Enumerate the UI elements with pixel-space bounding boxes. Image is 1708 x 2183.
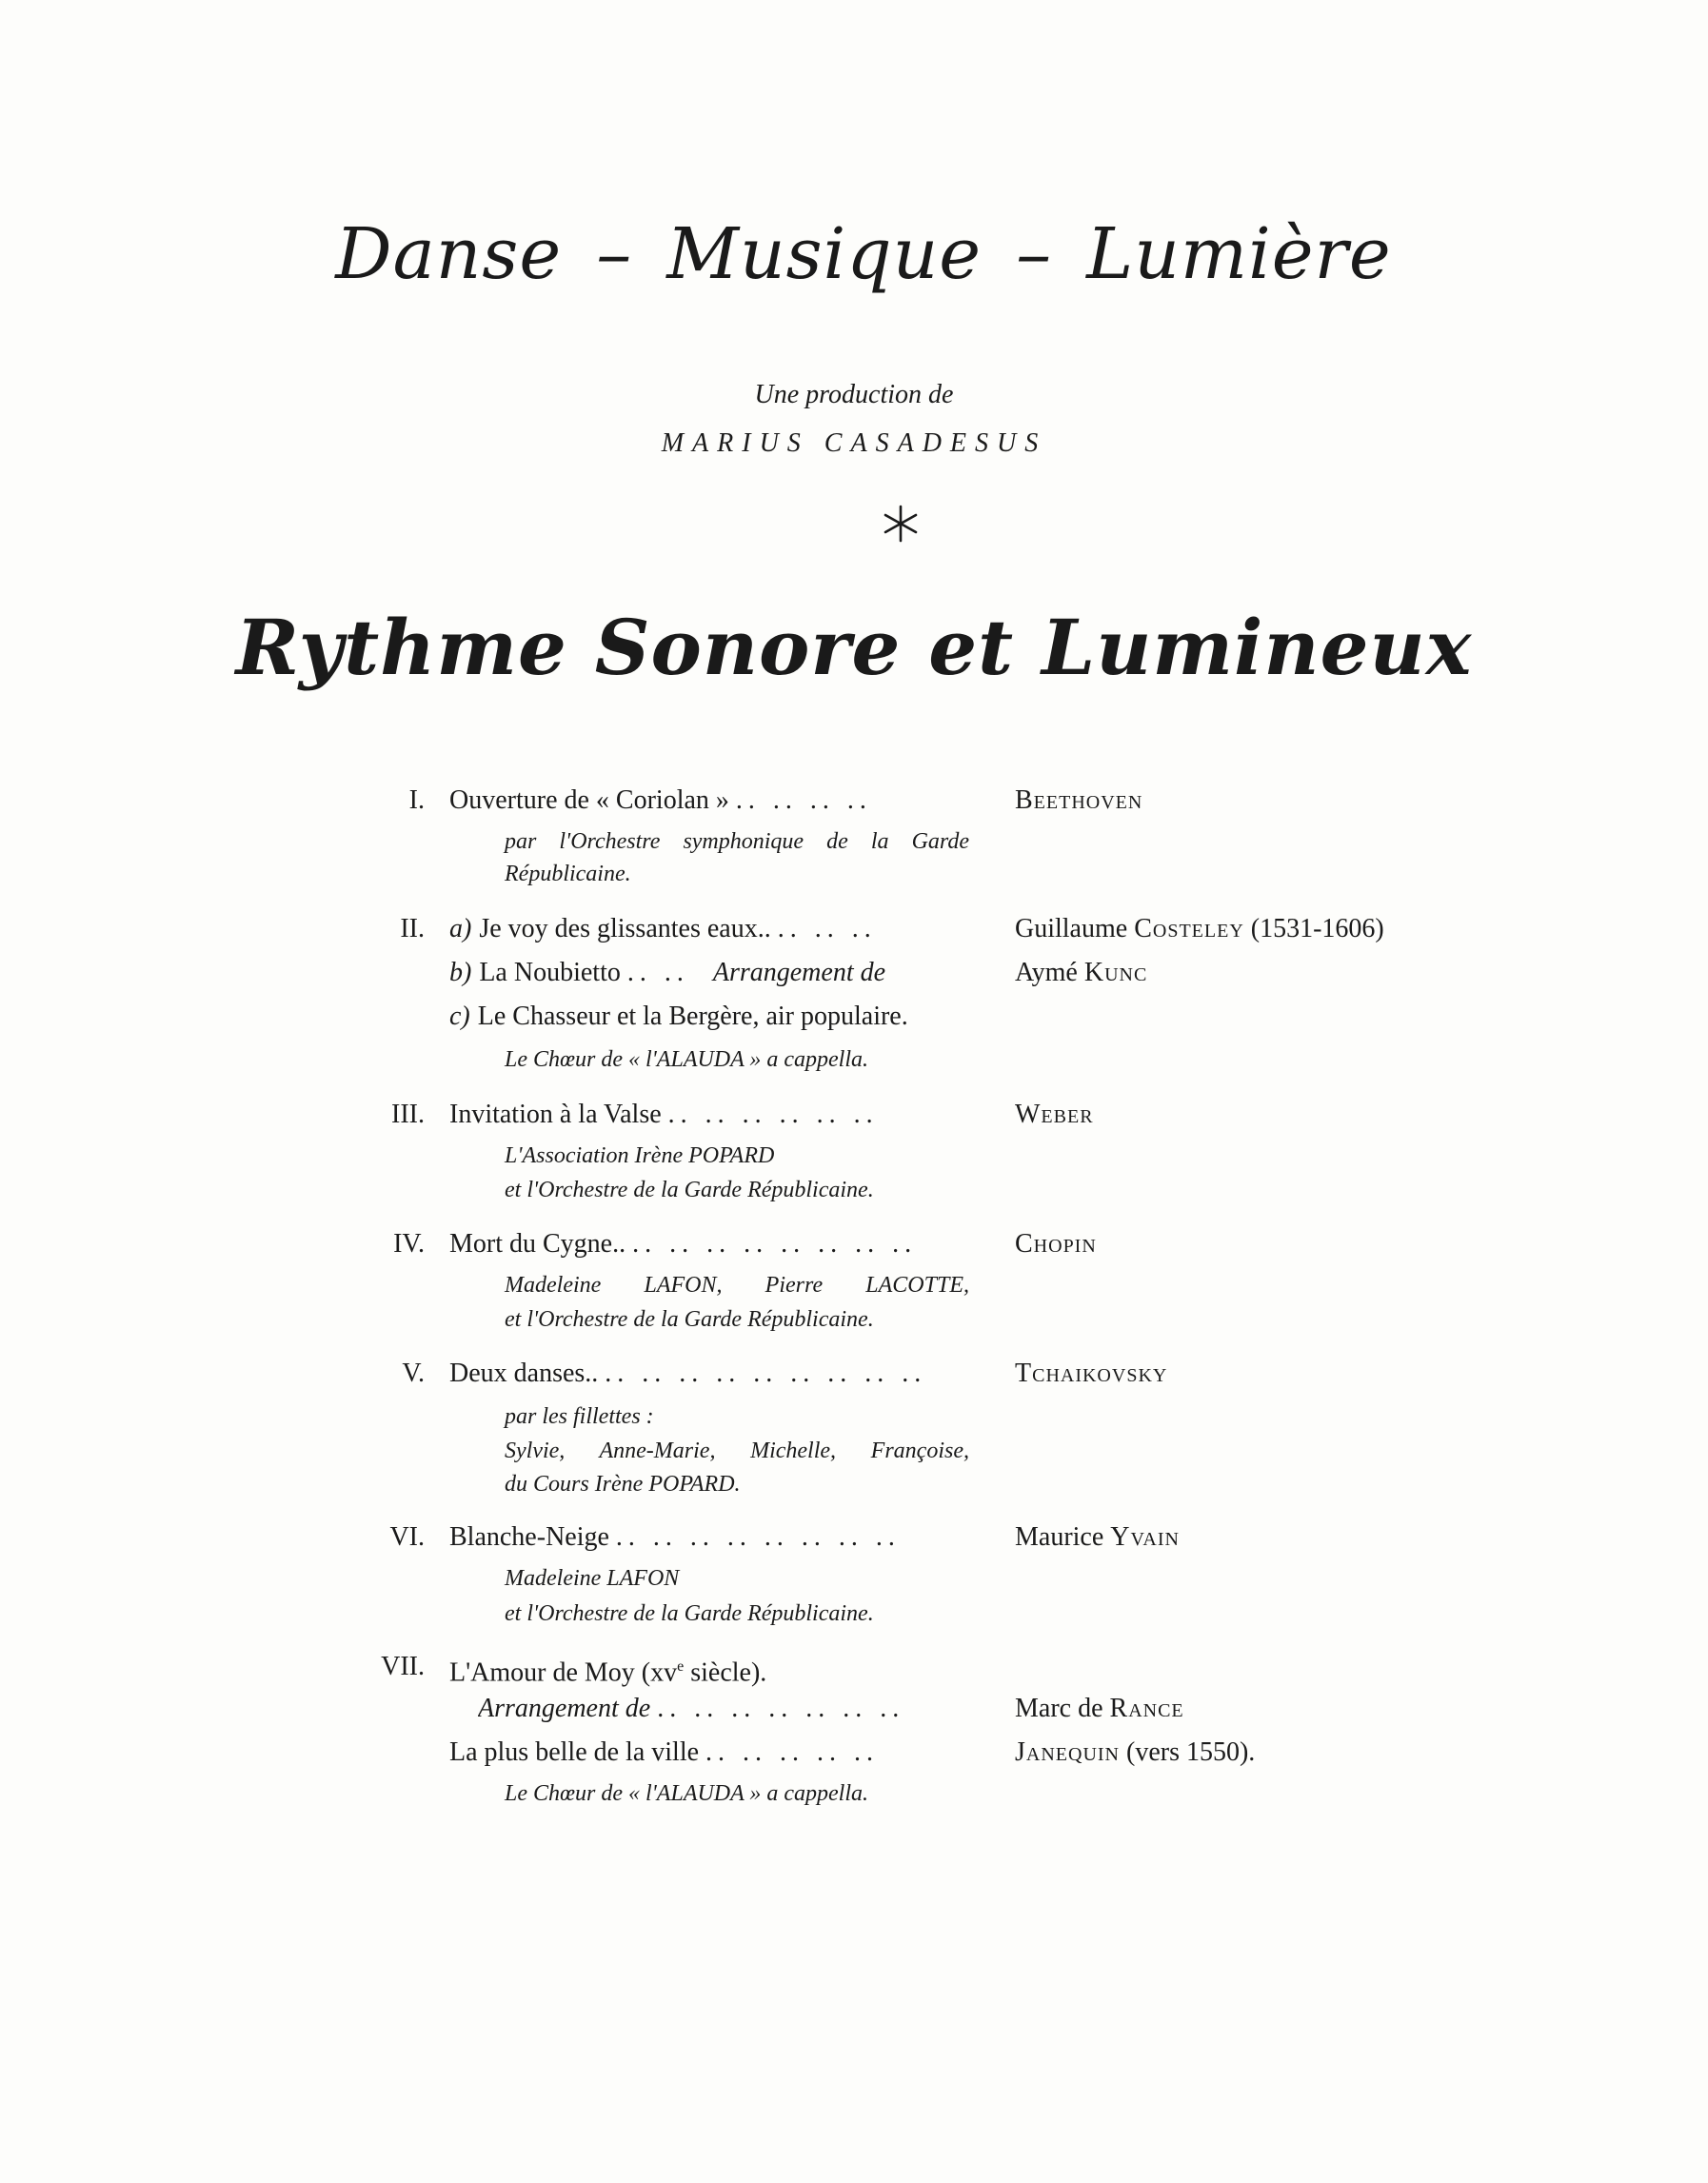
item-numeral: VII.	[381, 1652, 425, 1681]
composer-first-name: Marc de	[1015, 1694, 1103, 1723]
sub-item-letter: a)	[449, 914, 472, 943]
performer-credit: Sylvie, Anne-Marie, Michelle, Françoise,	[505, 1439, 969, 1463]
performer-credit: Madeleine LAFON	[505, 1566, 680, 1591]
composer-last-name: Janequin	[1015, 1737, 1120, 1767]
piece-title: Invitation à la Valse	[449, 1100, 662, 1129]
item-title	[449, 784, 971, 817]
item-title	[449, 1521, 971, 1554]
composer-name	[1015, 1693, 1184, 1725]
piece-title: Mort du Cygne..	[449, 1229, 626, 1259]
arrangement-line	[478, 1693, 971, 1725]
composer-name	[1015, 913, 1384, 945]
composer-first-name: Guillaume	[1015, 914, 1128, 943]
performer-credit: Le Chœur de « l'ALAUDA » a cappella.	[505, 1781, 869, 1806]
item-title	[449, 1228, 971, 1260]
item-title	[449, 1099, 971, 1131]
performer-credit: Républicaine.	[505, 862, 631, 886]
piece-title: Blanche-Neige	[449, 1522, 609, 1552]
sub-item-letter: b)	[449, 958, 472, 987]
composer-dates: (1531-1606)	[1250, 914, 1384, 943]
performer-credit: et l'Orchestre de la Garde Républicaine.	[505, 1307, 874, 1332]
item-numeral: III.	[391, 1100, 425, 1129]
performer-credit: et l'Orchestre de la Garde Républicaine.	[505, 1601, 874, 1626]
century-superscript: e	[677, 1658, 685, 1675]
performer-credit: par l'Orchestre symphonique de la Garde	[505, 829, 969, 854]
piece-title: Deux danses..	[449, 1359, 599, 1388]
performer-credit: Madeleine LAFON, Pierre LACOTTE,	[505, 1273, 969, 1298]
item-title	[449, 913, 971, 945]
composer-first-name: Aymé	[1015, 958, 1078, 987]
composer-last-name: Kunc	[1083, 958, 1148, 987]
producer-name: MARIUS CASADESUS	[661, 428, 1047, 458]
item-title	[449, 1651, 971, 1689]
header-word-lumiere: Lumière	[1086, 213, 1392, 295]
leader-dots: .. .. .. .. ..	[705, 1737, 880, 1767]
item-title	[449, 1736, 971, 1769]
performer-credit: Le Chœur de « l'ALAUDA » a cappella.	[505, 1047, 869, 1072]
composer-first-name: Maurice	[1015, 1522, 1104, 1552]
item-title	[449, 1001, 971, 1033]
performer-credit: du Cours Irène POPARD.	[505, 1472, 741, 1497]
header-word-danse: Danse	[335, 213, 563, 295]
item-numeral: V.	[402, 1359, 425, 1388]
leader-dots: .. .. ..	[777, 914, 877, 943]
item-numeral: VI.	[389, 1522, 425, 1552]
item-numeral: IV.	[393, 1229, 425, 1259]
arrangement-label: Arrangement de	[478, 1694, 651, 1723]
leader-dots: .. .. .. .. .. .. .. ..	[615, 1522, 901, 1552]
leader-dots: .. ..	[626, 958, 689, 987]
piece-title-end: siècle).	[684, 1657, 767, 1688]
item-numeral: II.	[400, 914, 425, 943]
performer-credit: par les fillettes :	[505, 1404, 654, 1429]
header-word-musique: Musique	[666, 213, 983, 295]
leader-dots: .. .. .. .. .. .. ..	[657, 1694, 905, 1723]
item-title	[449, 1358, 971, 1390]
item-numeral: I.	[408, 785, 425, 815]
asterisk-icon	[880, 503, 922, 545]
main-title: Rythme Sonore et Lumineux	[235, 603, 1473, 692]
piece-title: La Noubietto	[479, 958, 621, 987]
composer-name: Chopin	[1015, 1229, 1097, 1259]
sub-item-letter: c)	[449, 1002, 470, 1031]
header-separator: –	[1016, 213, 1053, 295]
arrangement-label: Arrangement de	[712, 958, 886, 987]
item-title	[449, 957, 971, 989]
leader-dots: .. .. .. .. .. ..	[667, 1100, 879, 1129]
piece-title: Le Chasseur et la Bergère, air populaire.	[477, 1002, 908, 1031]
composer-name: Tchaikovsky	[1015, 1359, 1168, 1388]
composer-last-name: Rance	[1109, 1694, 1184, 1723]
leader-dots: .. .. .. ..	[735, 785, 872, 815]
piece-title: Je voy des glissantes eaux..	[479, 914, 771, 943]
composer-last-name: Yvain	[1110, 1522, 1180, 1552]
composer-name	[1015, 957, 1147, 989]
composer-name: Beethoven	[1015, 785, 1143, 815]
piece-title: L'Amour de Moy (xv	[449, 1657, 678, 1688]
header-title	[10, 211, 1708, 297]
composer-name: Weber	[1015, 1100, 1094, 1129]
performer-credit: L'Association Irène POPARD	[505, 1143, 775, 1168]
composer-last-name: Costeley	[1134, 914, 1244, 943]
composer-dates: (vers 1550).	[1126, 1737, 1256, 1767]
leader-dots: .. .. .. .. .. .. .. .. ..	[605, 1359, 927, 1388]
header-separator: –	[596, 213, 633, 295]
performer-credit: et l'Orchestre de la Garde Républicaine.	[505, 1178, 874, 1202]
piece-title: La plus belle de la ville	[449, 1737, 700, 1767]
production-subtitle: Une production de	[754, 380, 954, 409]
composer-name	[1015, 1736, 1255, 1769]
piece-title: Ouverture de « Coriolan »	[449, 785, 729, 815]
leader-dots: .. .. .. .. .. .. .. ..	[632, 1229, 918, 1259]
composer-name	[1015, 1521, 1180, 1554]
